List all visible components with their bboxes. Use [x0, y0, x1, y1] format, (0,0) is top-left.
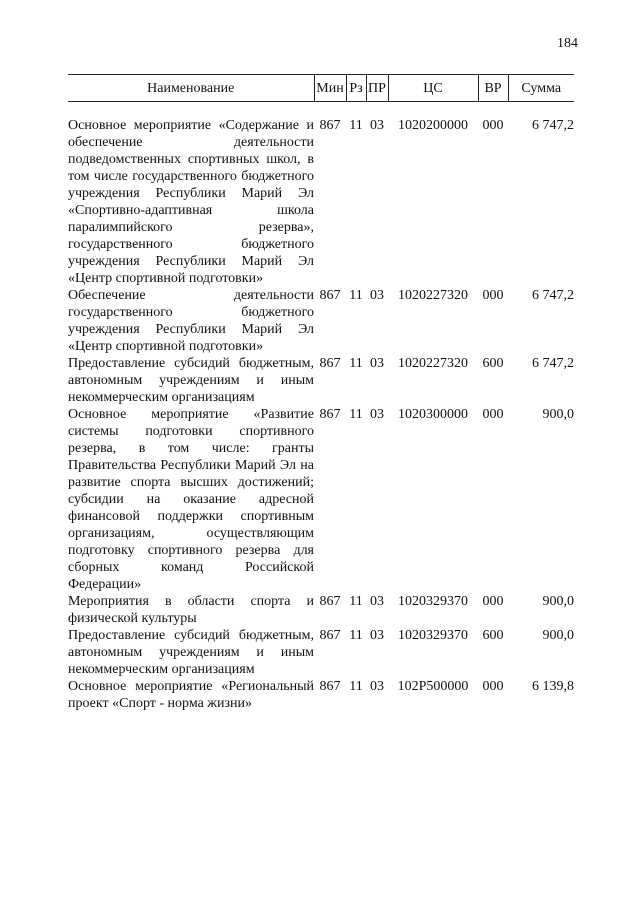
page-number: 184 — [557, 36, 578, 51]
header-sum: Сумма — [508, 75, 574, 102]
row-sum: 900,0 — [542, 628, 574, 643]
row-rz: 11 — [349, 628, 363, 643]
table-row — [68, 355, 574, 406]
row-rz: 11 — [349, 594, 363, 609]
header-min: Мин — [314, 75, 346, 102]
row-cs: 102P500000 — [397, 679, 469, 694]
row-pr: 03 — [370, 594, 384, 609]
row-name: Предоставление субсидий бюджетным, автономным учреждениям и иным некоммерческим организациям — [68, 356, 314, 405]
row-name: Основное мероприятие «Развитие системы подготовки спортивного резерва, в том числе: гранты Правительства Республики Марий Эл на развитие спорта высших достижений; субсидии на оказание адресной финансовой поддержки спортивным организациям, осуществляющим подготовку спортивного резерва для сборных команд Российской Федерации» — [68, 407, 314, 592]
row-min: 867 — [319, 679, 341, 694]
table-row — [68, 406, 574, 593]
row-sum: 6 747,2 — [532, 356, 574, 371]
row-rz: 11 — [349, 407, 363, 422]
row-sum: 6 747,2 — [532, 118, 574, 133]
row-vr: 600 — [482, 356, 504, 371]
row-min: 867 — [319, 407, 341, 422]
table-row — [68, 117, 574, 287]
header-pr: ПР — [366, 75, 388, 102]
row-min: 867 — [319, 356, 341, 371]
row-vr: 000 — [482, 118, 504, 133]
row-sum: 900,0 — [542, 594, 574, 609]
row-rz: 11 — [349, 288, 363, 303]
row-rz: 11 — [349, 679, 363, 694]
row-min: 867 — [319, 288, 341, 303]
table-row — [68, 593, 574, 627]
row-cs: 1020329370 — [398, 594, 468, 609]
row-cs: 1020227320 — [398, 288, 468, 303]
table-header-row — [68, 75, 574, 102]
row-cs: 1020300000 — [398, 407, 468, 422]
row-rz: 11 — [349, 118, 363, 133]
row-cs: 1020329370 — [398, 628, 468, 643]
table-row — [68, 287, 574, 355]
row-sum: 900,0 — [542, 407, 574, 422]
row-pr: 03 — [370, 356, 384, 371]
row-vr: 000 — [482, 407, 504, 422]
row-pr: 03 — [370, 288, 384, 303]
row-cs: 1020200000 — [398, 118, 468, 133]
row-vr: 000 — [482, 594, 504, 609]
header-name: Наименование — [68, 75, 314, 102]
header-rz: Рз — [346, 75, 366, 102]
row-min: 867 — [319, 594, 341, 609]
row-pr: 03 — [370, 118, 384, 133]
row-name: Мероприятия в области спорта и физической культуры — [68, 594, 314, 626]
row-name: Обеспечение деятельности государственного бюджетного учреждения Республики Марий Эл «Центр спортивной подготовки» — [68, 288, 314, 354]
row-name: Основное мероприятие «Региональный проект «Спорт - норма жизни» — [68, 679, 314, 711]
row-rz: 11 — [349, 356, 363, 371]
row-name: Основное мероприятие «Содержание и обеспечение деятельности подведомственных спортивных школ, в том числе государственного бюджетного учреждения Республики Марий Эл «Спортивно-адаптивная школа паралимпийского резерва», государственного бюджетного учреждения Республики Марий Эл «Центр спортивной подготовки» — [68, 118, 314, 286]
row-pr: 03 — [370, 679, 384, 694]
row-cs: 1020227320 — [398, 356, 468, 371]
row-vr: 600 — [482, 628, 504, 643]
row-pr: 03 — [370, 628, 384, 643]
budget-table — [68, 74, 574, 712]
table-row — [68, 627, 574, 678]
row-sum: 6 747,2 — [532, 288, 574, 303]
row-min: 867 — [319, 118, 341, 133]
table-row — [68, 678, 574, 712]
row-min: 867 — [319, 628, 341, 643]
header-cs: ЦС — [388, 75, 478, 102]
row-pr: 03 — [370, 407, 384, 422]
header-vr: ВР — [478, 75, 508, 102]
row-sum: 6 139,8 — [532, 679, 574, 694]
row-vr: 000 — [482, 288, 504, 303]
row-vr: 000 — [482, 679, 504, 694]
row-name: Предоставление субсидий бюджетным, автономным учреждениям и иным некоммерческим организациям — [68, 628, 314, 677]
